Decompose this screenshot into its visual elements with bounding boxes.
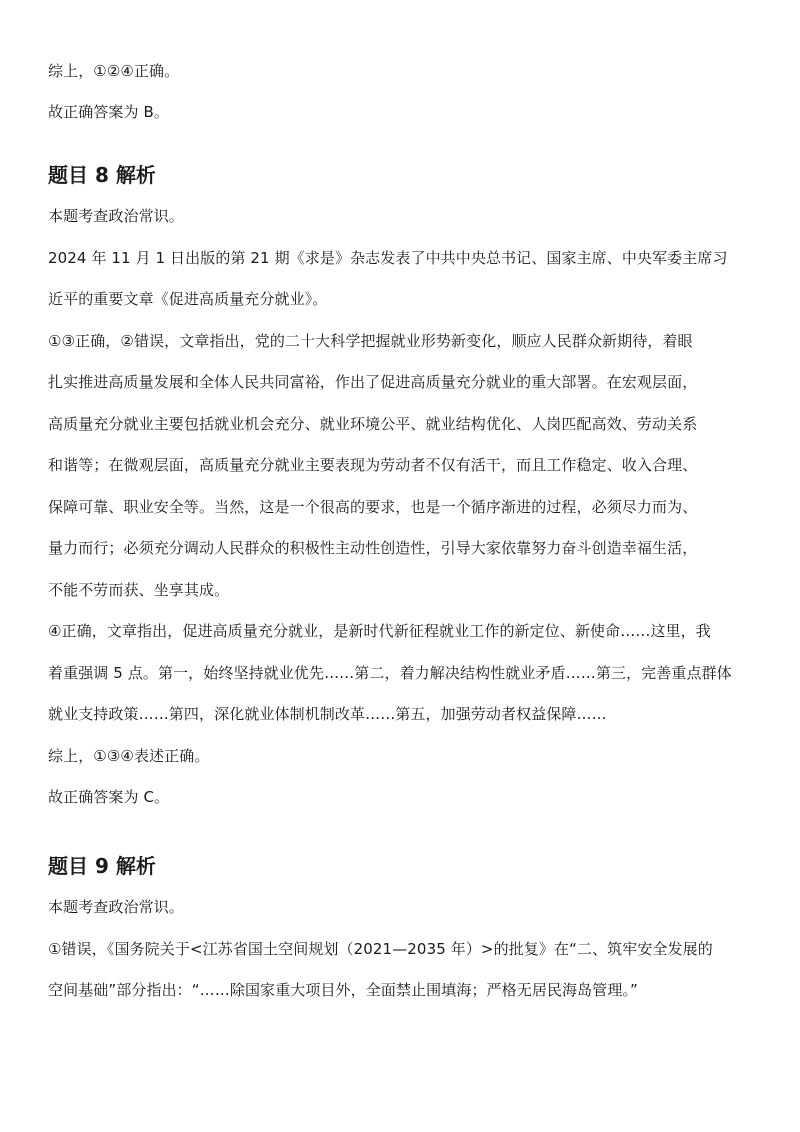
- paragraph-line: 综上，①③④表述正确。: [48, 747, 210, 765]
- paragraph-line: 保障可靠、职业安全等。当然，这是一个很高的要求，也是一个循序渐进的过程，必须尽力而为、: [48, 498, 698, 516]
- paragraph-answer: 故正确答案为 B。: [48, 103, 169, 121]
- section-heading: 题目 8 解析: [48, 163, 156, 187]
- paragraph-line: 2024 年 11 月 1 日出版的第 21 期《求是》杂志发表了中共中央总书记、国家主席、中央军委主席习: [48, 249, 728, 267]
- paragraph-line: ①错误，《国务院关于<江苏省国土空间规划（2021—2035 年）>的批复》在“二、筑牢安全发展的: [48, 940, 713, 958]
- paragraph-line: 扎实推进高质量发展和全体人民共同富裕，作出了促进高质量充分就业的重大部署。在宏观层面，: [48, 373, 698, 391]
- paragraph-conclusion: 综上，①②④正确。: [48, 62, 180, 80]
- paragraph-line: ①③正确，②错误，文章指出，党的二十大科学把握就业形势新变化，顺应人民群众新期待，着眼: [48, 332, 693, 350]
- paragraph-line: 本题考查政治常识。: [48, 207, 184, 225]
- paragraph-line: 故正确答案为 C。: [48, 788, 170, 806]
- paragraph-line: 就业支持政策……第四，深化就业体制机制改革……第五，加强劳动者权益保障……: [48, 705, 607, 723]
- paragraph-line: 和谐等；在微观层面，高质量充分就业主要表现为劳动者不仅有活干，而且工作稳定、收入合理、: [48, 456, 698, 474]
- paragraph-line: 量力而行；必须充分调动人民群众的积极性主动性创造性，引导大家依靠努力奋斗创造幸福生活，: [48, 539, 698, 557]
- paragraph-line: 本题考查政治常识。: [48, 898, 184, 916]
- paragraph-line: 高质量充分就业主要包括就业机会充分、就业环境公平、就业结构优化、人岗匹配高效、劳动关系: [48, 415, 698, 433]
- paragraph-line: ④正确，文章指出，促进高质量充分就业，是新时代新征程就业工作的新定位、新使命……这里，我: [48, 622, 711, 640]
- paragraph-line: 空间基础”部分指出：“……除国家重大项目外，全面禁止围填海；严格无居民海岛管理。”: [48, 981, 638, 999]
- paragraph-line: 着重强调 5 点。第一，始终坚持就业优先……第二，着力解决结构性就业矛盾……第三，完善重点群体: [48, 664, 732, 682]
- paragraph-line: 不能不劳而获、坐享其成。: [48, 581, 230, 599]
- section-heading: 题目 9 解析: [48, 854, 156, 878]
- paragraph-line: 近平的重要文章《促进高质量充分就业》。: [48, 290, 328, 308]
